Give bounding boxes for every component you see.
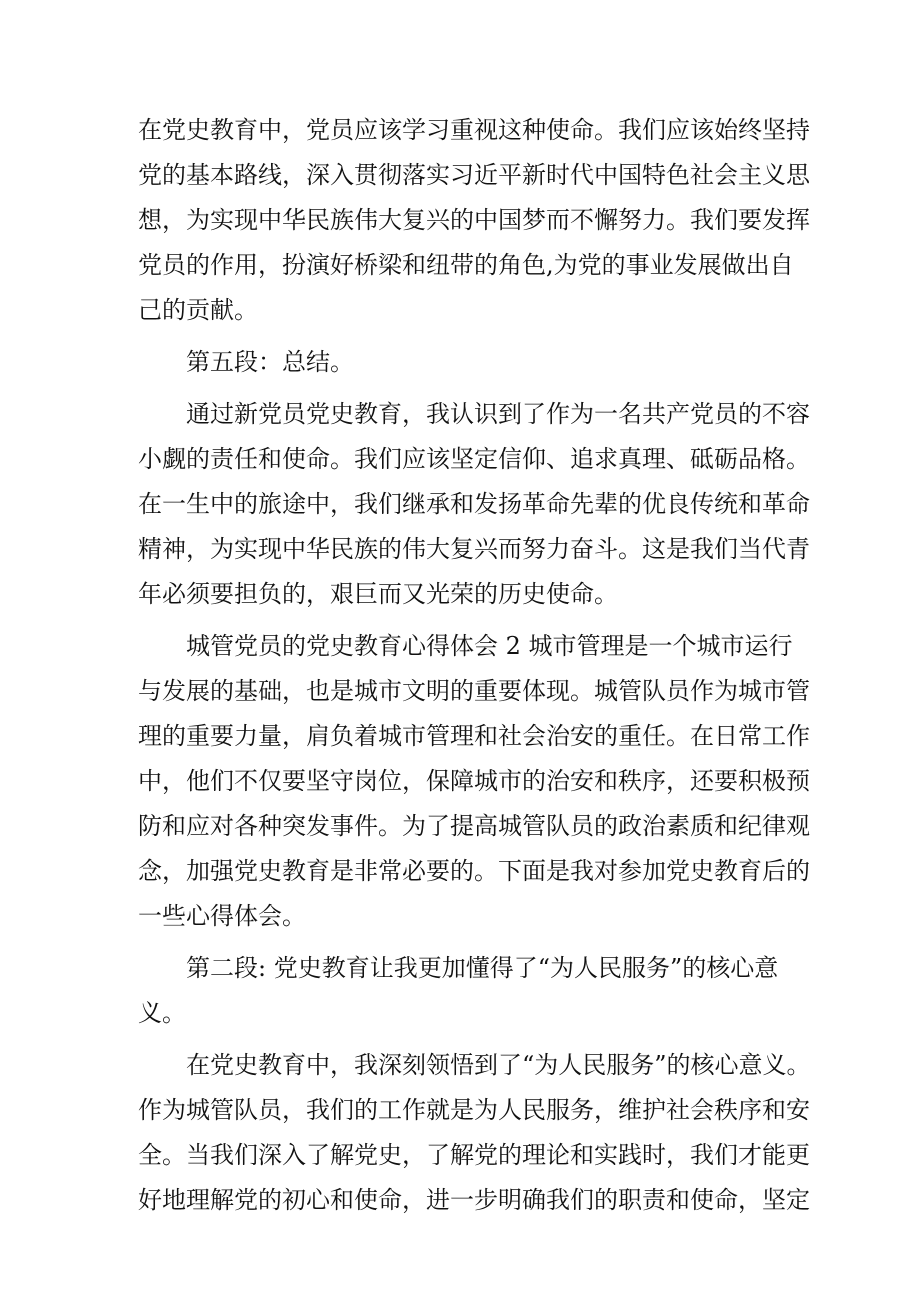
text-line: 想，为实现中华民族伟大复兴的中国梦而不懈努力。我们要发挥 bbox=[138, 206, 810, 234]
text-line: 中，他们不仅要坚守岗位，保障城市的治安和秩序，还要积极预 bbox=[138, 767, 810, 795]
text-line: 小觑的责任和使命。我们应该坚定信仰、追求真理、砥砺品格。 bbox=[138, 445, 810, 473]
text-line: 与发展的基础，也是城市文明的重要体现。城管队员作为城市管 bbox=[138, 677, 810, 705]
paragraph-first-line: 城管党员的党史教育心得体会 2 城市管理是一个城市运行 bbox=[186, 632, 793, 660]
text-line: 念，加强党史教育是非常必要的。下面是我对参加党史教育后的 bbox=[138, 857, 810, 885]
text-line: 党员的作用，扮演好桥梁和纽带的角色,为党的事业发展做出自 bbox=[138, 251, 794, 279]
text-line: 己的贡献。 bbox=[138, 296, 258, 324]
paragraph-first-line: 通过新党员党史教育，我认识到了作为一名共产党员的不容 bbox=[186, 400, 810, 428]
text-line: 义。 bbox=[138, 999, 186, 1027]
text-line: 党的基本路线，深入贯彻落实习近平新时代中国特色社会主义思 bbox=[138, 161, 810, 189]
text-line: 在党史教育中，党员应该学习重视这种使命。我们应该始终坚持 bbox=[138, 116, 810, 144]
document-body bbox=[138, 108, 811, 1223]
text-line: 一些心得体会。 bbox=[138, 902, 306, 930]
text-line: 精神，为实现中华民族的伟大复兴而努力奋斗。这是我们当代青 bbox=[138, 535, 810, 563]
paragraph-first-line: 在党史教育中，我深刻领悟到了“为人民服务”的核心意义。 bbox=[186, 1051, 811, 1079]
text-line: 在一生中的旅途中，我们继承和发扬革命先辈的优良传统和革命 bbox=[138, 490, 810, 518]
text-line: 作为城管队员，我们的工作就是为人民服务，维护社会秩序和安 bbox=[138, 1096, 810, 1124]
text-line: 全。当我们深入了解党史，了解党的理论和实践时，我们才能更 bbox=[138, 1141, 810, 1169]
text-line: 理的重要力量，肩负着城市管理和社会治安的重任。在日常工作 bbox=[138, 722, 810, 750]
text-line: 好地理解党的初心和使命，进一步明确我们的职责和使命，坚定 bbox=[138, 1186, 810, 1214]
text-line: 防和应对各种突发事件。为了提高城管队员的政治素质和纪律观 bbox=[138, 812, 810, 840]
section-heading: 第二段: 党史教育让我更加懂得了“为人民服务”的核心意 bbox=[186, 954, 779, 982]
section-heading: 第五段：总结。 bbox=[186, 348, 354, 376]
text-line: 年必须要担负的，艰巨而又光荣的历史使命。 bbox=[138, 580, 618, 608]
